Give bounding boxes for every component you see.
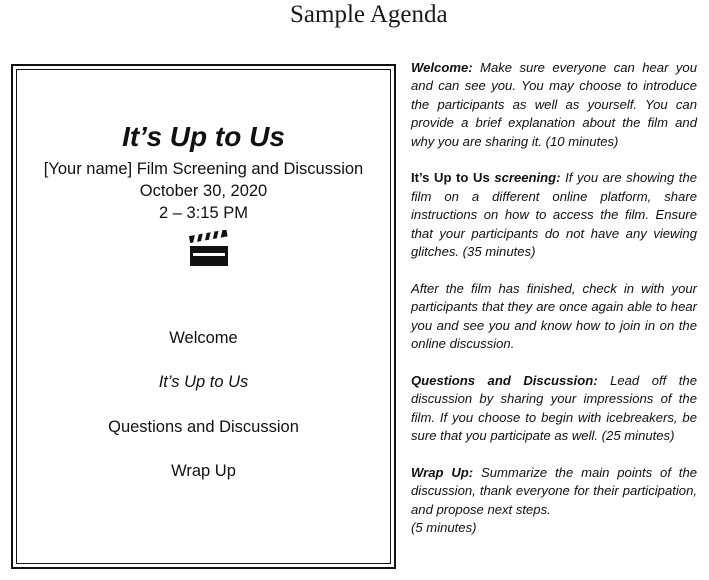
note-welcome-lead: Welcome:	[411, 60, 473, 75]
note-screening-lead-title: It’s Up to Us	[411, 170, 490, 186]
event-date: October 30, 2020	[139, 182, 268, 200]
note-wrap-up-duration: (5 minutes)	[411, 520, 477, 536]
clapperboard-icon	[188, 230, 230, 268]
note-screening-lead: screening:	[489, 170, 561, 186]
agenda-item-wrap-up: Wrap Up	[171, 462, 236, 480]
note-questions	[411, 372, 697, 446]
event-subtitle: [Your name] Film Screening and Discussion	[43, 160, 364, 178]
agenda-card-inner-border	[16, 69, 391, 564]
note-wrap-up-lead: Wrap Up:	[411, 464, 474, 480]
agenda-card	[11, 64, 396, 569]
note-wrap-up	[411, 464, 697, 538]
note-questions-lead: Questions and Discussion:	[411, 372, 598, 388]
note-wrap-up-body: Summarize the main points of the discussion, thank everyone for their participation, and propose next steps.	[411, 464, 698, 517]
agenda-item-welcome: Welcome	[169, 329, 238, 347]
agenda-item-questions: Questions and Discussion	[108, 418, 299, 436]
film-title: It’s Up to Us	[122, 121, 285, 152]
event-time: 2 – 3:15 PM	[159, 204, 248, 222]
page-header	[0, 0, 709, 34]
page-title: Sample Agenda	[290, 1, 448, 28]
agenda-notes	[411, 59, 697, 538]
note-welcome-body: Make sure everyone can hear you and can see you. You may choose to introduce the participants as well as yourself. You can provide a brief explanation about the film and why you are sharing it. (10 minutes)	[411, 60, 697, 149]
note-welcome	[411, 59, 697, 151]
note-screening-body: If you are showing the film on a different online platform, share instructions on how to access the film. Ensure that your participants do not have any viewing glitches. (35 minutes)	[411, 170, 698, 260]
note-after-film-body: After the film has finished, check in with your participants that they are once again able to hear you and see you and know how to join in on the online discussion.	[411, 280, 697, 352]
note-questions-body: Lead off the discussion by sharing your impressions of the film. If you choose to begin with icebreakers, be sure that you participate as well. (25 minutes)	[411, 372, 697, 444]
note-after-film	[411, 280, 697, 354]
note-screening	[411, 169, 697, 261]
agenda-item-screening: It’s Up to Us	[158, 373, 249, 391]
